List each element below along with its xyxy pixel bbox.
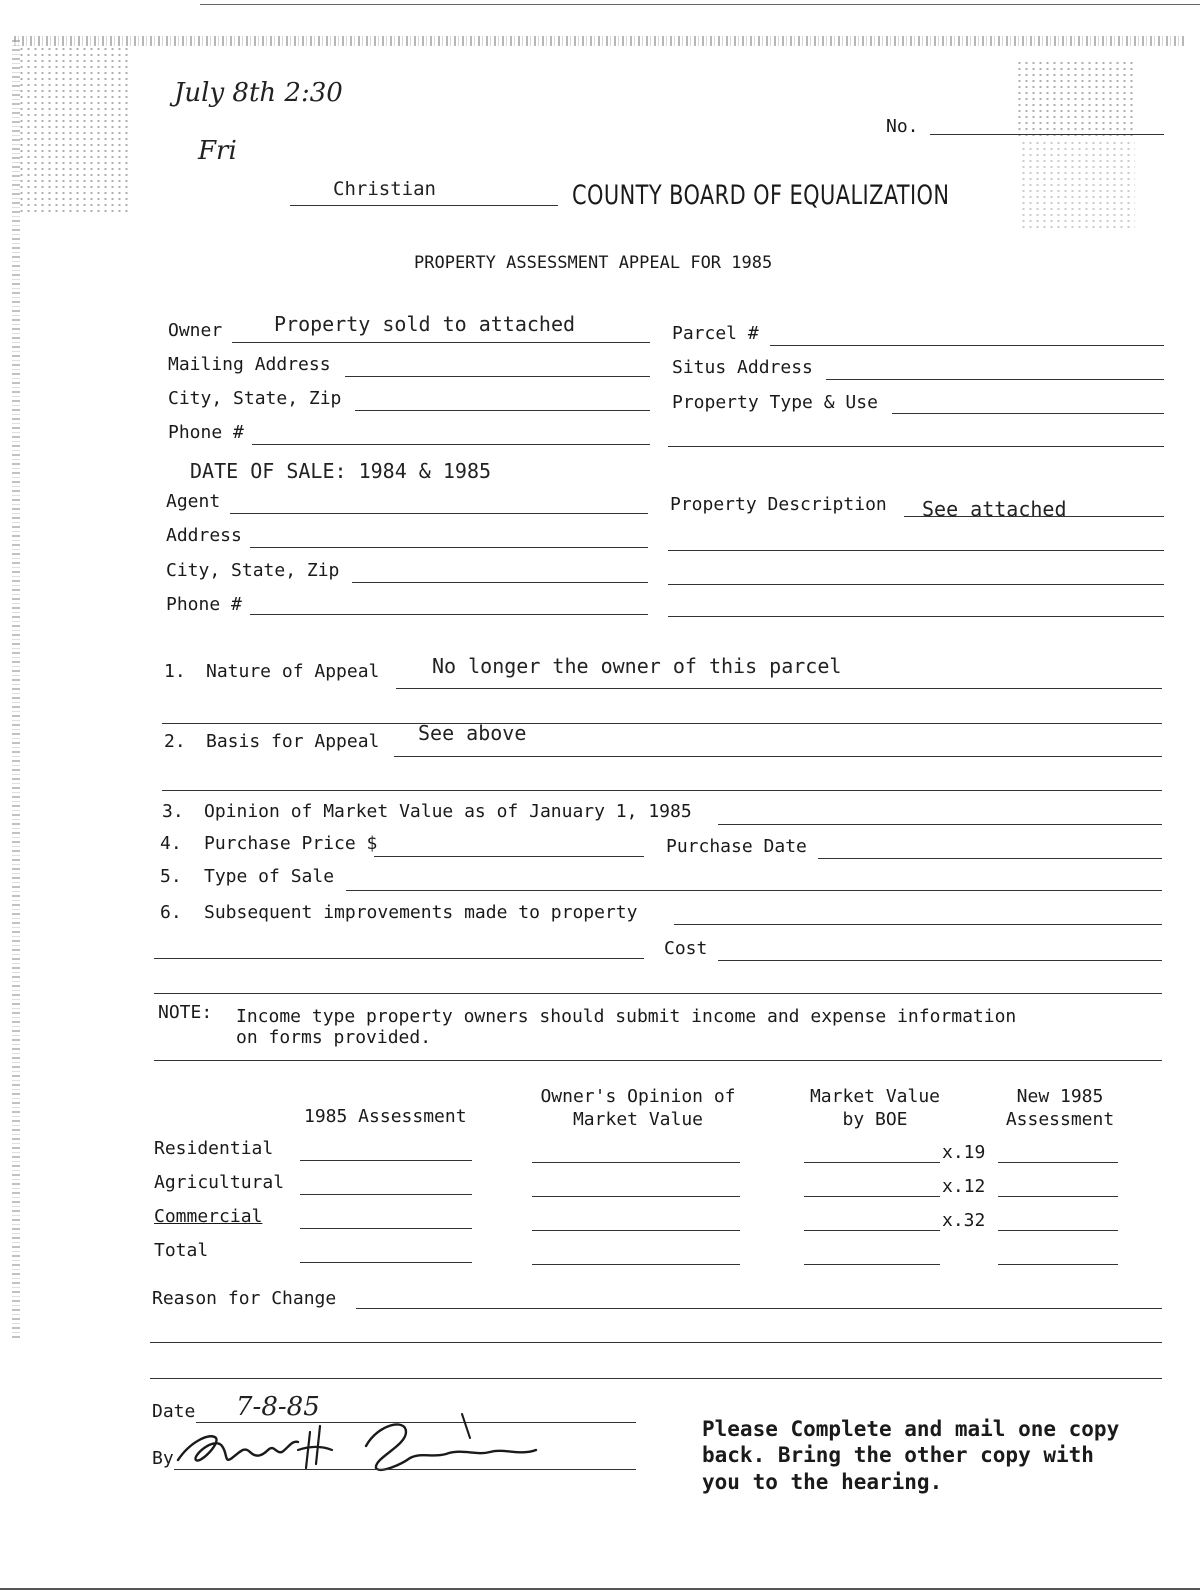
row-label: Total [154,1240,209,1261]
row-new-assessment-line [998,1230,1118,1231]
row-label: Residential [154,1138,274,1159]
property-description-line-2 [668,550,1164,551]
q5-line [346,890,1162,891]
property-description-value: See attached [922,497,1067,521]
owner-line [232,342,650,343]
row-owner-opinion-line [532,1230,740,1231]
date-of-sale: DATE OF SALE: 1984 & 1985 [190,459,492,483]
q6-cost-label: Cost [664,938,708,959]
q6-line-2 [154,958,644,959]
row-new-assessment-line [998,1196,1118,1197]
col-owners-opinion-line-1: Owner's Opinion of [540,1086,736,1107]
q1-line-2 [162,723,1162,724]
mailing-address-line [345,376,650,377]
row-boe-line [804,1196,940,1197]
q1-label: Nature of Appeal [206,661,380,682]
mailing-address-label: Mailing Address [168,354,331,375]
q4-date-label: Purchase Date [666,836,807,857]
instructions-line-3: you to the hearing. [702,1470,943,1494]
row-owner-opinion-line [532,1196,740,1197]
scan-bottom-border [0,1588,1200,1590]
situs-address-label: Situs Address [672,357,813,378]
property-description-line-4 [668,616,1164,617]
row-owner-opinion-line [532,1264,740,1265]
q4-label: Purchase Price $ [204,833,378,854]
row-assessment-line [300,1160,472,1161]
date-label: Date [152,1401,196,1422]
q2-value: See above [418,721,527,745]
parcel-line [770,345,1164,346]
q3-line [718,824,1162,825]
parcel-label: Parcel # [672,323,759,344]
q1-value: No longer the owner of this parcel [432,654,842,678]
phone-line [252,444,650,445]
row-multiplier: x.32 [942,1210,986,1231]
scan-left-border [12,40,20,1340]
row-assessment-line [300,1228,472,1229]
row-boe-line [804,1264,940,1265]
q6-cost-line [718,960,1162,961]
handwritten-day: Fri [198,136,237,166]
q2-line-2 [162,790,1162,791]
reason-for-change-line-2 [150,1342,1162,1343]
agent-address-label: Address [166,525,242,546]
row-assessment-line [300,1194,472,1195]
owner-value: Property sold to attached [274,312,576,336]
scan-speckle-right-top [1016,60,1136,140]
board-title: COUNTY BOARD OF EQUALIZATION [572,180,950,211]
q1-number: 1. [164,661,186,682]
reason-for-change-line [356,1308,1162,1309]
instructions-line-1: Please Complete and mail one copy [702,1417,1120,1441]
note-line-2: on forms provided. [236,1027,432,1048]
q5-number: 5. [160,866,182,887]
scan-speckle-right [1020,140,1135,230]
scan-top-line [200,4,1200,5]
instructions-line-2: back. Bring the other copy with [702,1443,1094,1467]
owner-label: Owner [168,320,223,341]
agent-line [230,513,648,514]
signature-image [170,1412,590,1476]
q1-line [396,688,1162,689]
q2-label: Basis for Appeal [206,731,380,752]
note-label: NOTE: [158,1002,213,1023]
property-type-label: Property Type & Use [672,392,878,413]
property-type-line [892,413,1164,414]
form-title: PROPERTY ASSESSMENT APPEAL FOR 1985 [414,253,773,273]
row-assessment-line [300,1262,472,1263]
col-new-assessment-line-1: New 1985 [1016,1086,1104,1107]
q6-number: 6. [160,902,182,923]
q6-label: Subsequent improvements made to property [204,902,638,923]
q3-label: Opinion of Market Value as of January 1, 1985 [204,801,692,822]
col-market-value-boe-header [800,1086,950,1131]
q4-date-line [818,858,1162,859]
q2-number: 2. [164,731,186,752]
scan-top-border [14,36,1184,46]
handwritten-signature-date: 7-8-85 [236,1392,320,1422]
property-description-label: Property Description [670,494,887,515]
agent-label: Agent [166,491,221,512]
property-type-line-2 [668,446,1164,447]
agent-phone-label: Phone # [166,594,242,615]
col-owners-opinion-header [536,1086,740,1131]
no-field-line [930,134,1164,135]
row-multiplier: x.19 [942,1142,986,1163]
situs-address-line [826,379,1164,380]
q5-label: Type of Sale [204,866,335,887]
reason-for-change-label: Reason for Change [152,1288,337,1309]
county-name: Christian [333,178,436,200]
reason-for-change-line-3 [150,1378,1162,1379]
property-description-line [904,516,1164,517]
q4-price-line [374,856,644,857]
col-owners-opinion-line-2: Market Value [572,1108,704,1130]
note-line-1: Income type property owners should submit income and expense information [236,1006,1017,1027]
handwritten-date-time: July 8th 2:30 [174,78,343,108]
col-market-value-boe-line-1: Market Value [809,1086,941,1107]
by-label: By [152,1448,174,1469]
col-new-assessment-line-2: Assessment [1005,1108,1115,1130]
row-label: Agricultural [154,1172,285,1193]
q6-line-3 [154,993,1162,994]
city-state-zip-line [355,410,650,411]
agent-city-state-zip-label: City, State, Zip [166,560,340,581]
phone-label: Phone # [168,422,244,443]
row-label: Commercial [154,1206,263,1227]
q4-number: 4. [160,833,182,854]
property-description-line-3 [668,584,1164,585]
note-divider [154,1060,1162,1061]
agent-phone-line [250,614,648,615]
row-new-assessment-line [998,1264,1118,1265]
agent-city-state-zip-line [352,582,648,583]
row-new-assessment-line [998,1162,1118,1163]
q6-line [674,924,1162,925]
row-owner-opinion-line [532,1162,740,1163]
by-line [174,1469,636,1470]
col-market-value-boe-line-2: by BOE [842,1108,908,1130]
col-new-assessment-header [998,1086,1122,1131]
row-multiplier: x.12 [942,1176,986,1197]
q3-number: 3. [162,801,184,822]
no-label: No. [886,116,919,137]
city-state-zip-label: City, State, Zip [168,388,342,409]
county-name-line [290,205,558,206]
scan-speckle-left [18,46,128,216]
q2-line [394,756,1162,757]
row-boe-line [804,1162,940,1163]
col-1985-assessment-header: 1985 Assessment [304,1106,467,1127]
row-boe-line [804,1230,940,1231]
agent-address-line [250,547,648,548]
